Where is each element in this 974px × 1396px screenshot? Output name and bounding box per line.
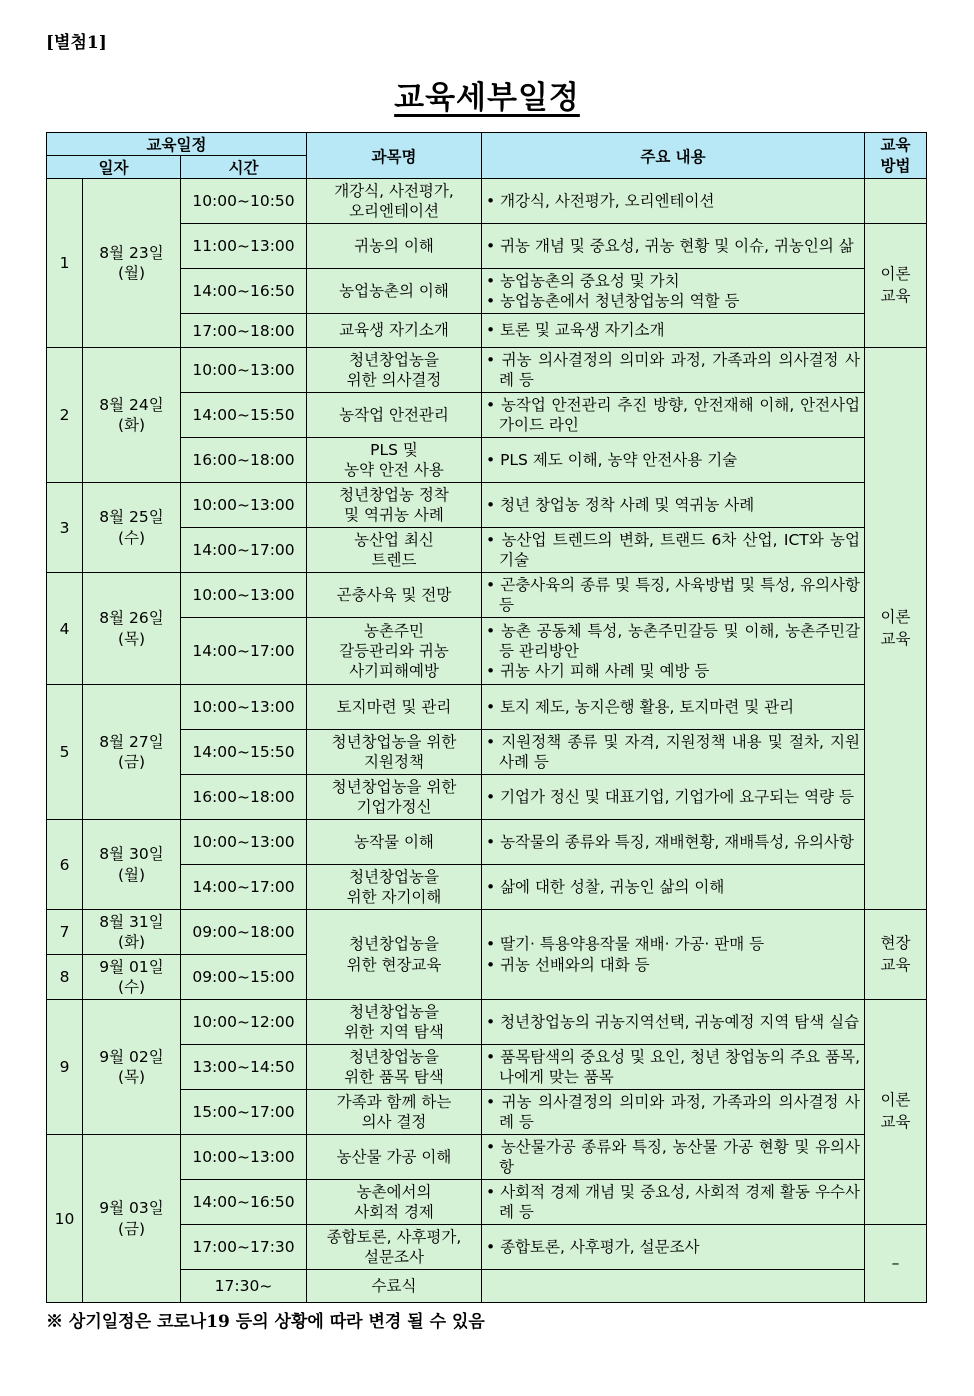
day-date: 8월 27일 (금) xyxy=(83,685,181,820)
session-time: 14:00~15:50 xyxy=(181,393,307,438)
session-time: 17:00~18:00 xyxy=(181,314,307,348)
content-item: • 농산물가공 종류와 특징, 농산물 가공 현황 및 유의사항 xyxy=(486,1137,860,1177)
session-content xyxy=(482,1225,865,1270)
content-item: • 귀농 선배와의 대화 등 xyxy=(486,955,860,975)
session-content xyxy=(482,1090,865,1135)
session-subject: 종합토론, 사후평가, 설문조사 xyxy=(307,1225,482,1270)
session-content xyxy=(482,483,865,528)
session-content xyxy=(482,820,865,865)
session-time: 14:00~17:00 xyxy=(181,865,307,910)
header-date: 일자 xyxy=(47,156,181,179)
session-time: 14:00~15:50 xyxy=(181,730,307,775)
day-date: 8월 26일 (목) xyxy=(83,573,181,685)
day-number: 7 xyxy=(47,910,83,955)
session-subject: 교육생 자기소개 xyxy=(307,314,482,348)
session-subject: 농촌주민 갈등관리와 귀농 사기피해예방 xyxy=(307,618,482,685)
session-subject: 청년창업농을 위한 지원정책 xyxy=(307,730,482,775)
header-time: 시간 xyxy=(181,156,307,179)
session-content xyxy=(482,573,865,618)
session-time: 13:00~14:50 xyxy=(181,1045,307,1090)
session-subject: 가족과 함께 하는 의사 결정 xyxy=(307,1090,482,1135)
session-subject: 수료식 xyxy=(307,1270,482,1303)
header-subject: 과목명 xyxy=(307,133,482,179)
content-item: • 귀농 의사결정의 의미와 과정, 가족과의 의사결정 사례 등 xyxy=(486,350,860,390)
schedule-row xyxy=(47,348,927,393)
session-content xyxy=(482,1000,865,1045)
session-time: 10:00~13:00 xyxy=(181,1135,307,1180)
session-subject: 농업농촌의 이해 xyxy=(307,269,482,314)
session-subject: 개강식, 사전평가, 오리엔테이션 xyxy=(307,179,482,224)
session-content xyxy=(482,314,865,348)
content-item: • 기업가 정신 및 대표기업, 기업가에 요구되는 역량 등 xyxy=(486,787,860,807)
content-item: • 곤충사육의 종류 및 특징, 사육방법 및 특성, 유의사항 등 xyxy=(486,575,860,615)
session-subject: PLS 및 농약 안전 사용 xyxy=(307,438,482,483)
session-time: 10:00~13:00 xyxy=(181,573,307,618)
content-item: • 농산업 트렌드의 변화, 트랜드 6차 산업, ICT와 농업기술 xyxy=(486,530,860,570)
session-subject: 청년창업농을 위한 품목 탐색 xyxy=(307,1045,482,1090)
content-item: • 농촌 공동체 특성, 농촌주민갈등 및 이해, 농촌주민갈등 관리방안 xyxy=(486,621,860,661)
day-date: 8월 25일 (수) xyxy=(83,483,181,573)
day-date: 8월 23일 (월) xyxy=(83,179,181,348)
session-time: 16:00~18:00 xyxy=(181,438,307,483)
session-time: 10:00~10:50 xyxy=(181,179,307,224)
session-time: 11:00~13:00 xyxy=(181,224,307,269)
session-content xyxy=(482,910,865,1000)
day-number: 3 xyxy=(47,483,83,573)
session-time: 10:00~13:00 xyxy=(181,348,307,393)
content-item: • 지원정책 종류 및 자격, 지원정책 내용 및 절차, 지원사례 등 xyxy=(486,732,860,772)
session-subject: 청년창업농을 위한 의사결정 xyxy=(307,348,482,393)
header-method: 교육 방법 xyxy=(865,133,927,179)
footnote: ※ 상기일정은 코로나19 등의 상황에 따라 변경 될 수 있음 xyxy=(46,1312,485,1332)
session-content xyxy=(482,685,865,730)
content-item: • 토지 제도, 농지은행 활용, 토지마련 및 관리 xyxy=(486,697,860,717)
day-date: 9월 02일 (목) xyxy=(83,1000,181,1135)
page-title: 교육세부일정 xyxy=(394,80,580,116)
content-item: • 농작업 안전관리 추진 방향, 안전재해 이해, 안전사업 가이드 라인 xyxy=(486,395,860,435)
day-number: 4 xyxy=(47,573,83,685)
session-content xyxy=(482,775,865,820)
day-number: 8 xyxy=(47,955,83,1000)
session-subject: 청년창업농을 위한 자기이해 xyxy=(307,865,482,910)
session-time: 14:00~16:50 xyxy=(181,1180,307,1225)
content-item: • 농업농촌의 중요성 및 가치 xyxy=(486,271,860,291)
session-time: 09:00~18:00 xyxy=(181,910,307,955)
session-subject: 곤충사육 및 전망 xyxy=(307,573,482,618)
content-item: • 삶에 대한 성찰, 귀농인 삶의 이해 xyxy=(486,877,860,897)
day-date: 9월 01일 (수) xyxy=(83,955,181,1000)
education-method: 이론 교육 xyxy=(865,348,927,910)
session-content xyxy=(482,269,865,314)
session-content xyxy=(482,1135,865,1180)
header-schedule: 교육일정 xyxy=(47,133,307,156)
session-content xyxy=(482,618,865,685)
session-content xyxy=(482,1180,865,1225)
day-number: 9 xyxy=(47,1000,83,1135)
session-subject: 농촌에서의 사회적 경제 xyxy=(307,1180,482,1225)
session-time: 10:00~13:00 xyxy=(181,483,307,528)
day-date: 8월 31일 (화) xyxy=(83,910,181,955)
day-number: 2 xyxy=(47,348,83,483)
session-subject: 농작물 이해 xyxy=(307,820,482,865)
session-subject: 청년창업농을 위한 현장교육 xyxy=(307,910,482,1000)
content-item: • 귀농 개념 및 중요성, 귀농 현황 및 이슈, 귀농인의 삶 xyxy=(486,236,860,256)
session-time: 16:00~18:00 xyxy=(181,775,307,820)
session-subject: 청년창업농 정착 및 역귀농 사례 xyxy=(307,483,482,528)
schedule-row xyxy=(47,685,927,730)
session-subject: 토지마련 및 관리 xyxy=(307,685,482,730)
session-time: 17:00~17:30 xyxy=(181,1225,307,1270)
schedule-row xyxy=(47,179,927,224)
content-item: • 딸기· 특용약용작물 재배· 가공· 판매 등 xyxy=(486,934,860,954)
education-method: 이론 교육 xyxy=(865,1000,927,1225)
education-method xyxy=(865,179,927,224)
education-method: 현장 교육 xyxy=(865,910,927,1000)
schedule-row xyxy=(47,1000,927,1045)
session-subject: 농산물 가공 이해 xyxy=(307,1135,482,1180)
schedule-row xyxy=(47,1135,927,1180)
session-time: 10:00~12:00 xyxy=(181,1000,307,1045)
day-number: 10 xyxy=(47,1135,83,1303)
session-content xyxy=(482,224,865,269)
session-time: 14:00~16:50 xyxy=(181,269,307,314)
session-content xyxy=(482,179,865,224)
content-item: • 청년 창업농 정착 사례 및 역귀농 사례 xyxy=(486,495,860,515)
education-method: 이론 교육 xyxy=(865,224,927,348)
session-content xyxy=(482,438,865,483)
schedule-row xyxy=(47,910,927,955)
schedule-row xyxy=(47,820,927,865)
content-item: • 품목탐색의 중요성 및 요인, 청년 창업농의 주요 품목, 나에게 맞는 품목 xyxy=(486,1047,860,1087)
session-time: 09:00~15:00 xyxy=(181,955,307,1000)
content-item: • 농업농촌에서 청년창업농의 역할 등 xyxy=(486,291,860,311)
education-method: – xyxy=(865,1225,927,1303)
day-number: 5 xyxy=(47,685,83,820)
day-date: 8월 30일 (월) xyxy=(83,820,181,910)
content-item: • 종합토론, 사후평가, 설문조사 xyxy=(486,1237,860,1257)
session-time: 14:00~17:00 xyxy=(181,618,307,685)
content-item: • 토론 및 교육생 자기소개 xyxy=(486,320,860,340)
session-content xyxy=(482,1270,865,1303)
header-row-top xyxy=(47,133,927,156)
day-number: 6 xyxy=(47,820,83,910)
content-item: • 귀농 사기 피해 사례 및 예방 등 xyxy=(486,661,860,681)
day-date: 9월 03일 (금) xyxy=(83,1135,181,1303)
session-subject: 농산업 최신 트렌드 xyxy=(307,528,482,573)
session-time: 10:00~13:00 xyxy=(181,685,307,730)
session-time: 14:00~17:00 xyxy=(181,528,307,573)
session-content xyxy=(482,730,865,775)
session-time: 15:00~17:00 xyxy=(181,1090,307,1135)
session-time: 17:30~ xyxy=(181,1270,307,1303)
content-item: • PLS 제도 이해, 농약 안전사용 기술 xyxy=(486,450,860,470)
schedule-table xyxy=(46,132,927,1303)
session-time: 10:00~13:00 xyxy=(181,820,307,865)
attachment-label: [별첨1] xyxy=(46,33,107,53)
schedule-row xyxy=(47,483,927,528)
header-content: 주요 내용 xyxy=(482,133,865,179)
session-content xyxy=(482,348,865,393)
content-item: • 농작물의 종류와 특징, 재배현황, 재배특성, 유의사항 xyxy=(486,832,860,852)
session-content xyxy=(482,393,865,438)
content-item: • 사회적 경제 개념 및 중요성, 사회적 경제 활동 우수사례 등 xyxy=(486,1182,860,1222)
day-date: 8월 24일 (화) xyxy=(83,348,181,483)
session-content xyxy=(482,528,865,573)
content-item: • 청년창업농의 귀농지역선택, 귀농예정 지역 탐색 실습 xyxy=(486,1012,860,1032)
session-subject: 귀농의 이해 xyxy=(307,224,482,269)
session-subject: 청년창업농을 위한 지역 탐색 xyxy=(307,1000,482,1045)
session-subject: 청년창업농을 위한 기업가정신 xyxy=(307,775,482,820)
session-content xyxy=(482,1045,865,1090)
session-subject: 농작업 안전관리 xyxy=(307,393,482,438)
day-number: 1 xyxy=(47,179,83,348)
content-item: • 귀농 의사결정의 의미와 과정, 가족과의 의사결정 사례 등 xyxy=(486,1092,860,1132)
content-item: • 개강식, 사전평가, 오리엔테이션 xyxy=(486,191,860,211)
session-content xyxy=(482,865,865,910)
schedule-row xyxy=(47,573,927,618)
